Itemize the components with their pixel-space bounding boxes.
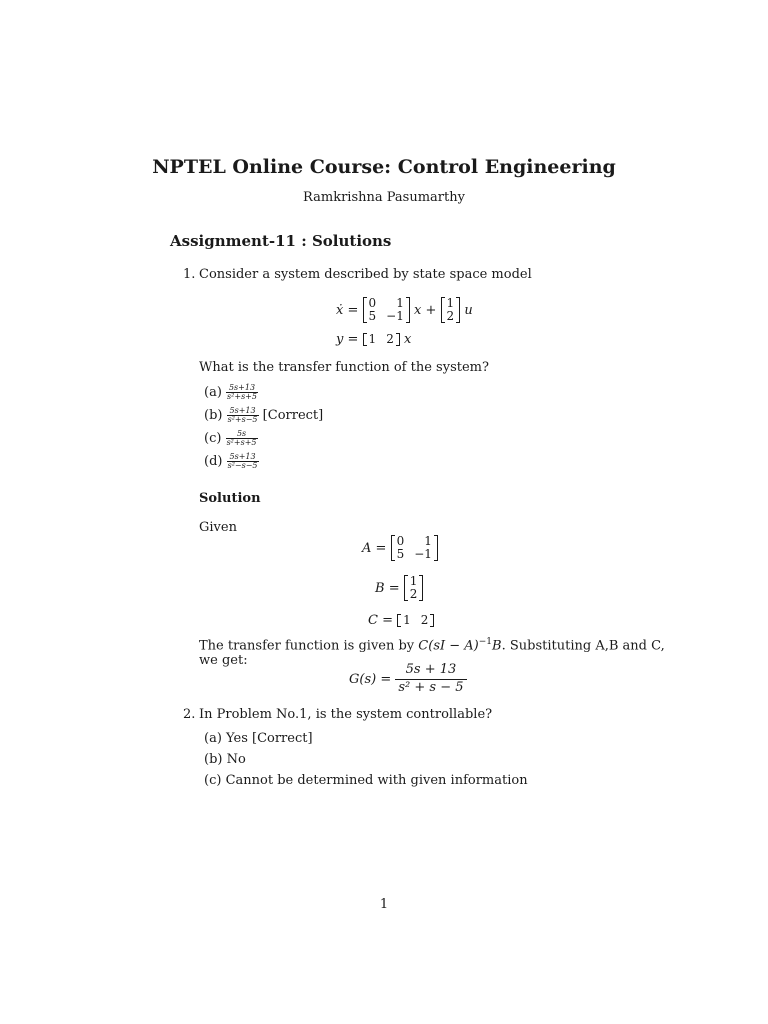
q1-number: 1.	[183, 267, 196, 282]
document-title: NPTEL Online Course: Control Engineering	[152, 156, 616, 178]
given-text: Given	[199, 520, 237, 535]
given-b	[375, 572, 423, 604]
equals-sign: =	[347, 302, 359, 318]
tf-expression: C(sI − A)	[418, 638, 479, 654]
c-symbol: C	[368, 612, 378, 628]
fraction-numerator: 5s+13	[229, 452, 256, 461]
matrix-cell: −1	[386, 309, 404, 323]
matrix-a	[363, 297, 410, 323]
option-text: No	[226, 752, 246, 767]
b-symbol: B	[375, 580, 385, 596]
tf-superscript: −1	[478, 637, 493, 647]
equals-sign: =	[347, 331, 359, 347]
given-c	[368, 612, 434, 628]
equals-sign: =	[388, 580, 400, 596]
option-fraction	[226, 384, 258, 401]
q2-text: In Problem No.1, is the system controllable?	[199, 707, 493, 722]
q2-number: 2.	[183, 707, 196, 722]
fraction-denominator: s²−s−5	[227, 461, 258, 470]
equals-sign: =	[380, 671, 392, 687]
x-symbol: x	[414, 302, 422, 318]
matrix-cell: −1	[414, 547, 432, 561]
q2-option-a	[204, 731, 313, 746]
q2-option-b	[204, 752, 246, 767]
output-equation	[336, 331, 411, 347]
equals-sign: =	[375, 540, 387, 556]
option-fraction	[226, 430, 258, 447]
solution-heading: Solution	[199, 491, 261, 506]
option-label: (d)	[204, 454, 223, 469]
matrix-cell: 1	[396, 296, 404, 310]
option-label: (c)	[204, 431, 222, 446]
matrix-b	[441, 297, 461, 323]
q2-option-c	[204, 773, 528, 788]
matrix-c	[397, 614, 434, 627]
fraction-denominator: s²+s+5	[226, 438, 257, 447]
matrix-cell: 0	[368, 296, 377, 310]
option-label: (c)	[204, 773, 222, 788]
tf-text: The transfer function is given by	[199, 638, 419, 654]
x-symbol: x	[403, 331, 412, 347]
q1-option-d	[204, 453, 259, 470]
tf-line-2: we get:	[199, 653, 248, 668]
q1-option-a	[204, 384, 258, 401]
option-fraction	[227, 453, 259, 470]
matrix-cell: 2	[446, 309, 455, 323]
matrix-cell: 1	[403, 612, 411, 627]
fraction-numerator: 5s+13	[229, 406, 256, 415]
matrix-cell: 2	[420, 612, 429, 627]
plus-sign: +	[425, 302, 437, 318]
tf-b: B	[492, 638, 502, 654]
option-text: Yes [Correct]	[226, 731, 313, 746]
option-label: (a)	[204, 731, 222, 746]
a-symbol: A	[362, 540, 372, 556]
fraction-denominator: s²+s−5	[227, 415, 258, 424]
fraction-numerator: 5s + 13	[405, 662, 457, 677]
matrix-cell: 5	[368, 309, 377, 323]
matrix-b	[404, 575, 424, 601]
author-name: Ramkrishna Pasumarthy	[303, 190, 465, 205]
page-number: 1	[379, 897, 389, 912]
matrix-cell: 1	[368, 331, 377, 346]
matrix-cell: 2	[409, 587, 418, 601]
tf-text: . Substituting A,B and C,	[501, 638, 665, 654]
option-fraction	[227, 407, 259, 424]
g-of-s-equation	[349, 663, 467, 696]
equals-sign: =	[382, 612, 393, 628]
q1-text: Consider a system described by state space model	[199, 267, 532, 282]
g-symbol: G(s)	[349, 671, 377, 687]
g-fraction	[395, 663, 466, 696]
y-symbol: y	[336, 331, 344, 347]
assignment-heading: Assignment-11 : Solutions	[170, 232, 392, 250]
matrix-cell: 1	[446, 296, 455, 310]
q1-option-b	[204, 407, 323, 424]
matrix-a	[391, 535, 438, 561]
tf-line-1	[199, 637, 665, 653]
matrix-cell: 1	[424, 534, 432, 548]
q1-question: What is the transfer function of the system?	[199, 360, 489, 375]
xdot-symbol: ẋ	[336, 302, 344, 318]
fraction-denominator: s²+s+5	[227, 392, 257, 401]
state-equation	[336, 294, 473, 326]
option-label: (a)	[204, 385, 222, 400]
given-a	[362, 532, 438, 564]
matrix-c	[363, 333, 400, 346]
option-text: Cannot be determined with given information	[225, 773, 528, 788]
fraction-numerator: 5s+13	[228, 383, 256, 392]
q1-option-c	[204, 430, 258, 447]
matrix-cell: 0	[396, 534, 405, 548]
matrix-cell: 2	[386, 331, 394, 346]
correct-mark: [Correct]	[262, 408, 324, 423]
u-symbol: u	[464, 302, 473, 318]
fraction-denominator: s² + s − 5	[395, 679, 466, 696]
option-label: (b)	[204, 408, 223, 423]
matrix-cell: 1	[409, 574, 418, 588]
matrix-cell: 5	[396, 547, 405, 561]
option-label: (b)	[204, 752, 223, 767]
fraction-numerator: 5s	[236, 429, 247, 438]
